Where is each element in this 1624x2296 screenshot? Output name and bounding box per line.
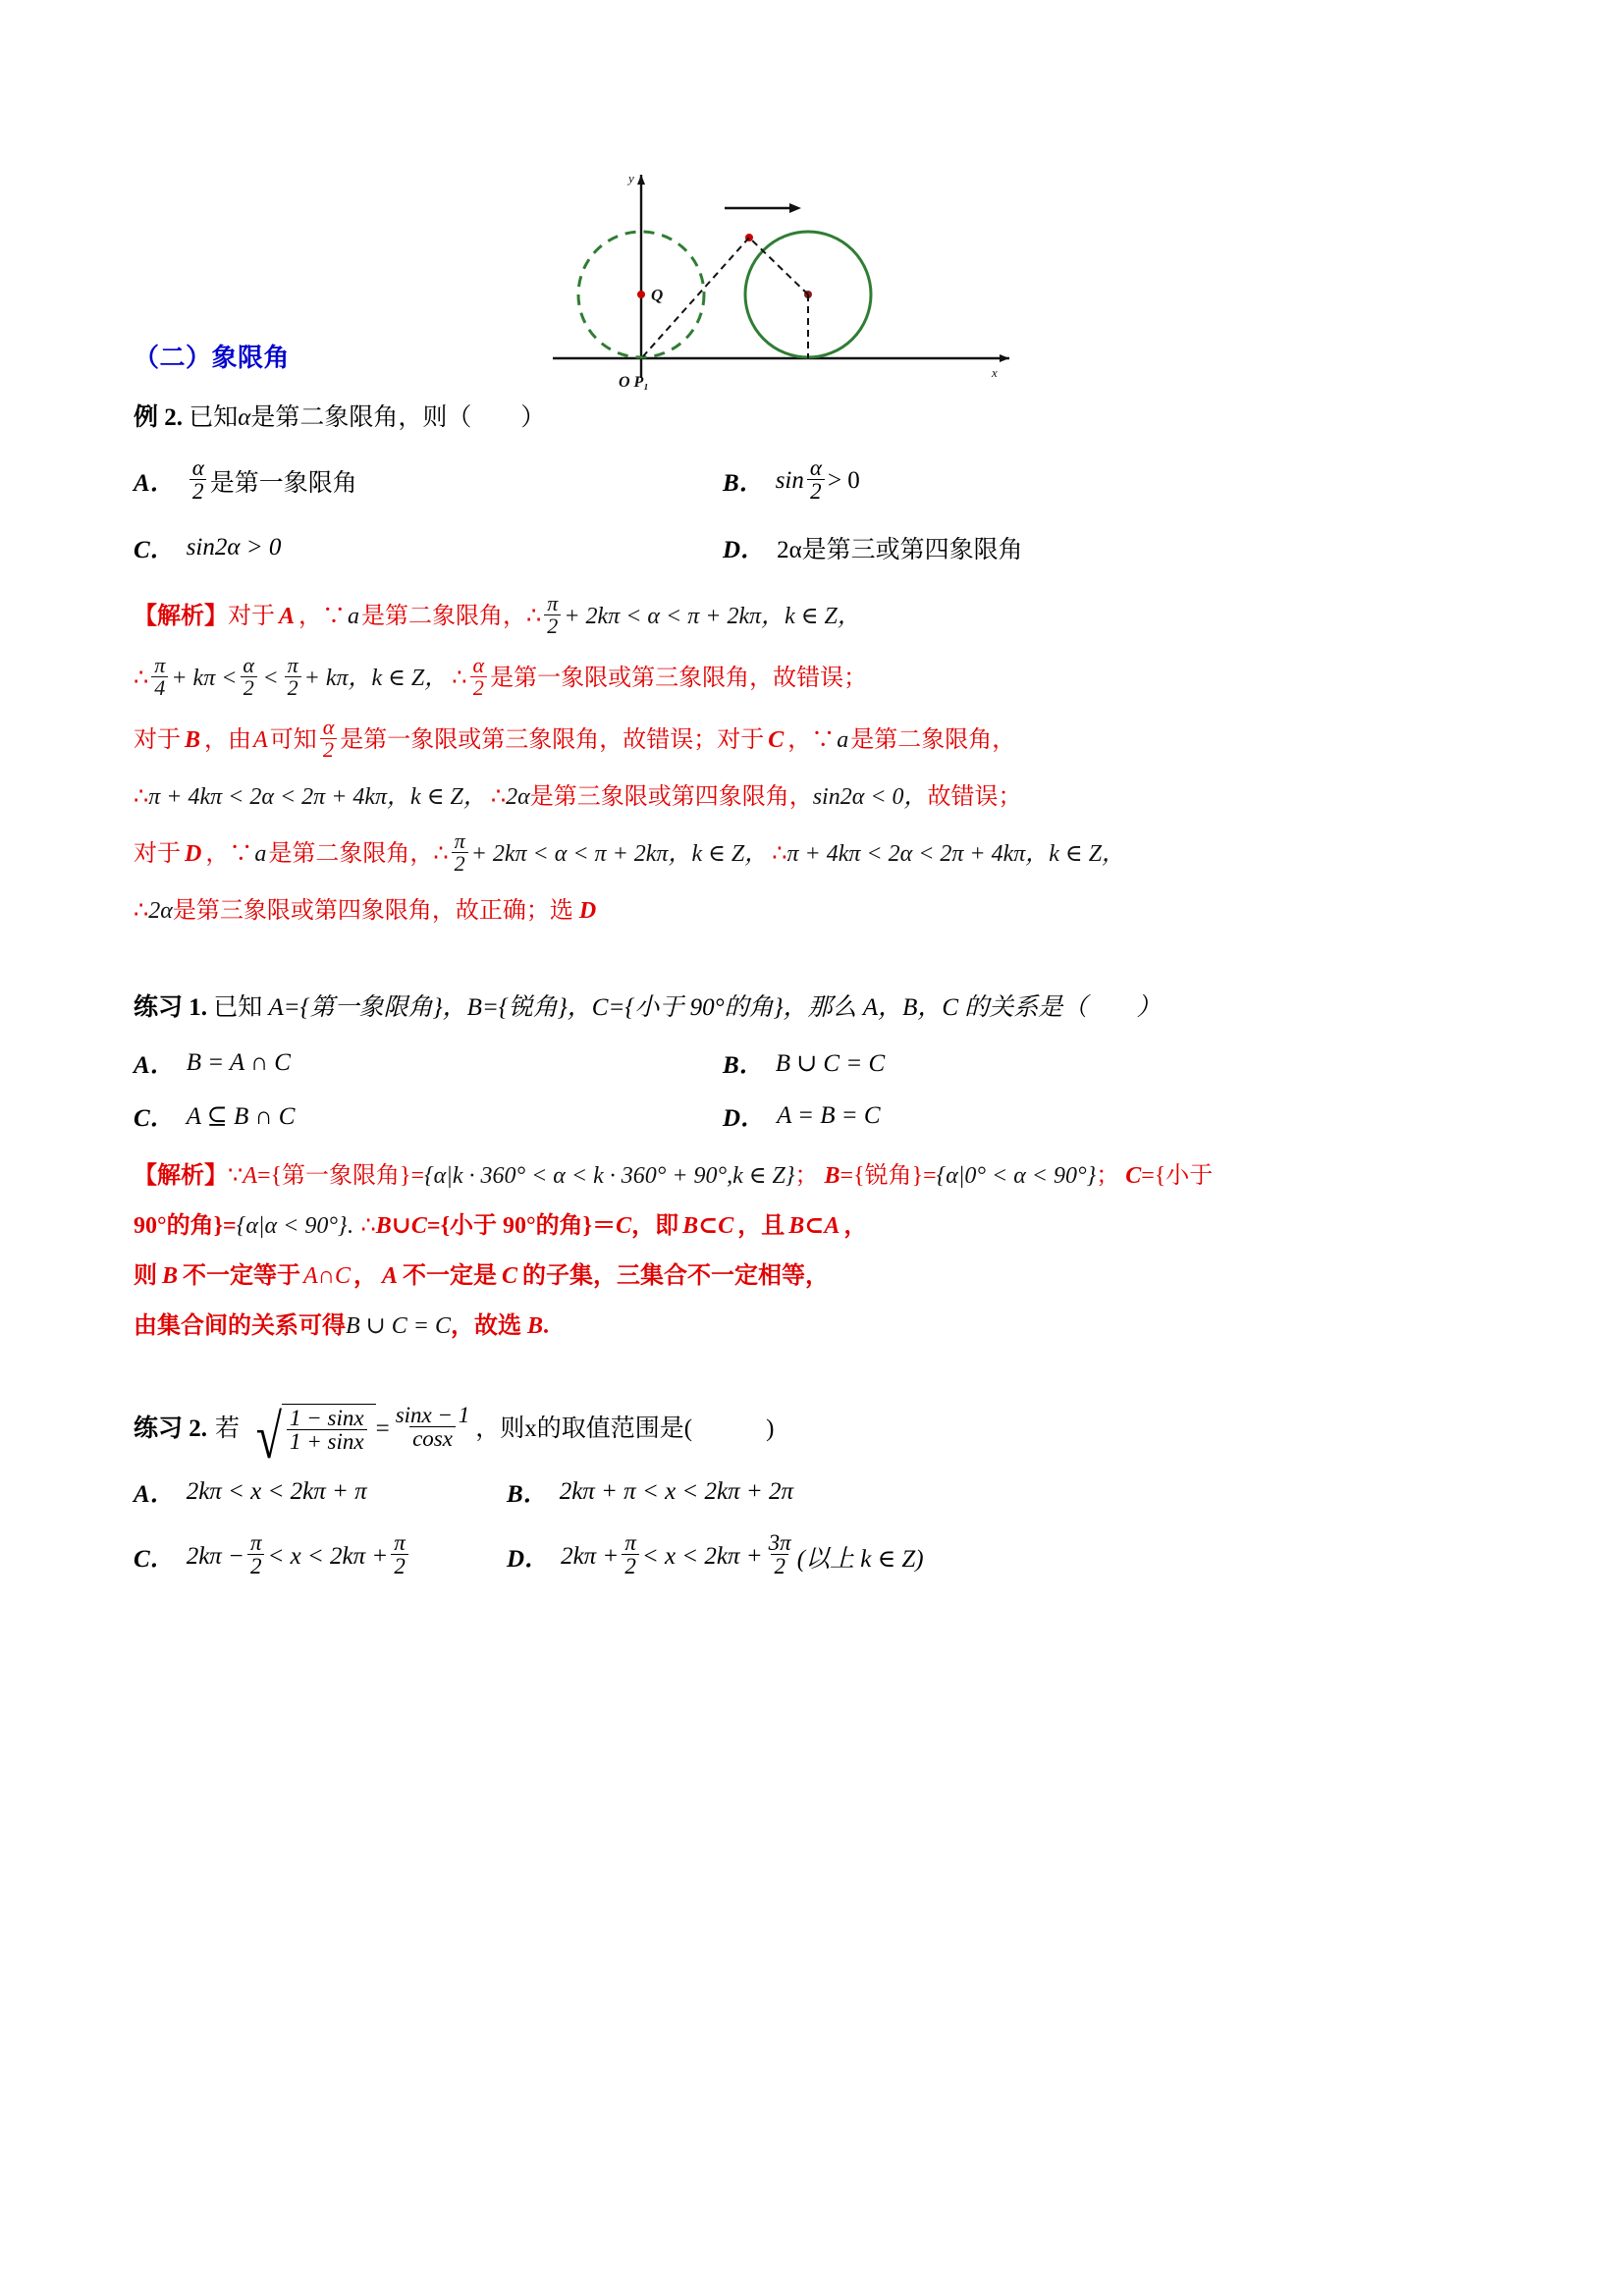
solution-text: ，由 — [204, 726, 252, 753]
solution-text: 不一定是 — [403, 1262, 498, 1289]
because-symbol: ，∵ — [787, 726, 836, 753]
therefore-symbol: ∴ — [134, 665, 149, 691]
example-options-row-1 — [134, 454, 1500, 505]
math-subset-bc: B⊂C — [682, 1213, 734, 1240]
origin-label: O P₁ — [619, 374, 649, 391]
point-q-label: Q — [651, 286, 664, 304]
example-option-c[interactable] — [134, 530, 723, 565]
fraction-numerator: 1 − sinx — [290, 1406, 364, 1431]
exercise1-options-row-2 — [134, 1098, 1500, 1134]
exercise1-option-a[interactable] — [134, 1045, 723, 1081]
solution-text: 是第一象限或第三象限角，故错误；对于 — [340, 726, 765, 753]
example-option-b[interactable] — [723, 454, 860, 505]
reference-option-b: B — [185, 726, 201, 753]
option-text: < x < 2kπ + — [641, 1542, 763, 1570]
therefore-symbol: ∴ — [134, 897, 149, 924]
fraction-denominator: 2 — [622, 1554, 639, 1577]
solution-text: ={小于 90°的角}＝ — [426, 1213, 617, 1240]
math-union: B∪C — [375, 1213, 427, 1240]
set-c-label: C — [616, 1213, 632, 1240]
exercise1-solution-line-1 — [134, 1159, 1500, 1194]
therefore-symbol: ∴ — [452, 665, 467, 691]
solution-text: ={小于 — [1141, 1163, 1214, 1190]
example-options-row-2 — [134, 530, 1500, 565]
example-stem-prefix: 例 2. — [134, 404, 184, 431]
option-label: D． — [723, 536, 766, 563]
math-inequality: π + 4kπ < 2α < 2π + 4kπ，k ∈ Z， — [786, 840, 1126, 867]
exercise1-option-d[interactable] — [723, 1098, 881, 1134]
fraction-denominator: 2 — [320, 738, 337, 761]
math-sin-inequality: sin2α < 0， — [812, 783, 928, 810]
math-two-alpha: 2α — [506, 783, 530, 810]
fraction-denominator: 2 — [771, 1554, 788, 1577]
exercise1-stem — [134, 989, 1500, 1027]
set-a-definition: {α|k · 360° < α < k · 360° + 90°,k ∈ Z} — [424, 1163, 795, 1190]
fraction-numerator: π — [249, 1530, 262, 1556]
alpha-over-two-fraction — [189, 456, 207, 503]
solution-text: ={第一象限角}= — [256, 1163, 425, 1190]
fraction-numerator: sinx − 1 — [395, 1402, 470, 1427]
math-inequality: π + 4kπ < 2α < 2π + 4kπ，k ∈ Z， — [148, 783, 487, 810]
solution-text: 则 — [134, 1262, 157, 1289]
set-a-label: A — [243, 1163, 257, 1190]
radicand-fraction — [287, 1407, 367, 1453]
pi-over-two-fraction — [452, 830, 468, 875]
exercise1-stem-math: A={第一象限角}，B={锐角}，C={小于 90°的角}，那么 A，B，C 的关系是（ ） — [268, 993, 1162, 1021]
exercise1-option-c[interactable] — [134, 1098, 723, 1134]
exercise2-options-row-1 — [134, 1474, 1500, 1510]
fraction-numerator: α — [809, 454, 822, 480]
exercise1-solution-line-4 — [134, 1309, 1500, 1344]
solution-text: ，即 — [631, 1213, 679, 1240]
radius-dashed — [749, 238, 808, 294]
solution-text: 是第二象限角， — [268, 840, 434, 867]
translation-arrow-head — [789, 203, 801, 213]
example-option-d[interactable] — [723, 530, 1023, 565]
example-stem-text: 已知 — [189, 404, 239, 431]
exercise2-option-b[interactable] — [507, 1474, 793, 1510]
solution-text: ，∵ — [298, 603, 347, 629]
set-b-definition: {α|0° < α < 90°} — [936, 1163, 1097, 1190]
set-c-label: C — [502, 1262, 518, 1289]
pi-over-two-fraction — [247, 1531, 265, 1577]
example-option-a[interactable] — [134, 454, 723, 505]
radicand — [282, 1404, 376, 1453]
option-text: 2kπ < x < 2kπ + π — [186, 1478, 367, 1506]
option-label: B． — [723, 1052, 764, 1080]
answer-letter: D — [578, 897, 597, 924]
reference-option-c: C — [768, 726, 785, 753]
reference-option-d: D — [185, 840, 202, 867]
solution-text: ， — [353, 1262, 378, 1289]
fraction-numerator: α — [243, 652, 255, 677]
solution-text: 是第三象限或第四象限角， — [529, 783, 813, 810]
example-stem — [134, 400, 1500, 437]
exercise2-stem-prefix: 练习 2. — [134, 1415, 208, 1442]
option-text: 2kπ + — [561, 1542, 620, 1570]
example-solution-line-1 — [134, 590, 1500, 639]
page-content — [126, 0, 1500, 1585]
solution-text: 是第二象限角， — [850, 726, 1016, 753]
exercise1-stem-prefix: 练习 1. — [134, 993, 208, 1021]
exercise1-option-b[interactable] — [723, 1045, 885, 1081]
option-text: 2α是第三或第四象限角 — [777, 536, 1023, 563]
reference-option-a: A — [253, 726, 268, 753]
option-text: 2kπ + π < x < 2kπ + 2π — [559, 1478, 794, 1506]
exercise2-option-a[interactable] — [134, 1474, 507, 1510]
dashed-circle-center-point — [637, 291, 645, 298]
math-union-equation: B ∪ C = C — [346, 1312, 451, 1339]
less-than-symbol: < — [264, 665, 278, 691]
alpha-over-two-fraction — [470, 652, 488, 700]
option-text: 2kπ − — [186, 1542, 244, 1570]
example-solution-line-3 — [134, 714, 1500, 763]
exercise1-solution-line-3 — [134, 1259, 1500, 1294]
alpha-over-two-fraction — [240, 652, 257, 700]
option-text: A ⊆ B ∩ C — [186, 1103, 296, 1131]
fraction-denominator: 2 — [807, 479, 825, 503]
square-root-expression — [247, 1401, 376, 1471]
example-stem-tail: 是第二象限角，则（ ） — [250, 404, 546, 431]
math-inequality: + kπ < — [171, 665, 238, 691]
solution-text: 的子集，三集合不一定相等， — [522, 1262, 830, 1289]
option-label: D． — [723, 1105, 766, 1133]
option-text: > 0 — [827, 467, 860, 494]
sin-function: sin — [775, 467, 804, 494]
fraction-numerator: α — [472, 652, 485, 677]
x-axis-label: x — [992, 365, 998, 380]
y-axis-arrow — [637, 175, 645, 185]
fraction-denominator: 4 — [151, 676, 168, 699]
reference-option-a: A — [279, 603, 296, 629]
fraction-denominator: cosx — [409, 1426, 456, 1450]
solution-tag: 【解析】 — [134, 603, 228, 629]
fraction-numerator: π — [547, 590, 559, 615]
option-label: C． — [134, 536, 175, 563]
solution-text: 可知 — [269, 726, 317, 753]
circle-translation-figure — [548, 167, 1058, 398]
exercise1-stem-text: 已知 — [213, 993, 263, 1021]
because-symbol: ，∵ — [205, 840, 253, 867]
option-label: A． — [134, 1481, 175, 1509]
solution-text: 不一定等于 — [183, 1262, 301, 1289]
exercise2-option-d[interactable] — [507, 1530, 924, 1579]
figure-svg — [548, 167, 1058, 393]
example-solution-line-6 — [134, 894, 1500, 929]
solution-text: 90°的角}= — [134, 1213, 237, 1240]
fraction-denominator: 2 — [285, 676, 301, 699]
fraction-numerator: π — [287, 652, 298, 677]
pi-over-four-fraction — [151, 652, 168, 700]
set-b-label: B — [162, 1262, 179, 1289]
math-two-alpha: 2α — [148, 897, 173, 924]
pi-over-two-fraction — [285, 652, 301, 700]
math-condition: + kπ，k ∈ Z， — [303, 665, 449, 691]
set-b-label: B — [824, 1163, 840, 1190]
option-text: sin2α > 0 — [186, 533, 282, 561]
alpha-over-two-fraction — [320, 714, 338, 762]
example-solution-line-4 — [134, 780, 1500, 815]
fraction-denominator: 2 — [544, 614, 561, 637]
math-inequality: + 2kπ < α < π + 2kπ，k ∈ Z， — [470, 840, 769, 867]
fraction-denominator: 2 — [189, 479, 207, 503]
math-alpha: a — [254, 840, 267, 867]
exercise1-solution-line-2 — [134, 1209, 1500, 1244]
solution-text: ， — [843, 1213, 868, 1240]
therefore-symbol: ∴ — [433, 840, 449, 867]
exercise2-stem — [134, 1401, 1500, 1471]
option-label: C． — [134, 1545, 175, 1573]
example-solution-line-2 — [134, 652, 1500, 701]
fraction-numerator: π — [154, 652, 166, 677]
fraction-numerator: π — [624, 1530, 636, 1556]
section-heading: （二）象限角 — [134, 343, 291, 372]
exercise2-stem-text: 若 — [215, 1415, 241, 1442]
three-pi-over-two-fraction — [766, 1531, 794, 1577]
solution-text: 是第二象限角， — [361, 603, 527, 629]
solution-text: 对于 — [134, 726, 181, 753]
solution-text: ； — [1096, 1163, 1120, 1190]
option-label: D． — [507, 1545, 550, 1573]
fraction-numerator: 3π — [768, 1530, 791, 1556]
set-c-label: C — [1125, 1163, 1142, 1190]
set-c-definition: {α|α < 90°} — [236, 1213, 348, 1240]
solution-tag: 【解析】 — [134, 1163, 228, 1190]
exercise2-options-row-2 — [134, 1530, 1500, 1579]
math-subset-ba: B⊂A — [788, 1213, 840, 1240]
fraction-denominator: 2 — [247, 1554, 265, 1577]
fraction-denominator: 2 — [452, 852, 468, 875]
therefore-symbol: ∴ — [360, 1213, 376, 1240]
solution-text: 是第一象限或第三象限角，故错误； — [490, 665, 868, 691]
option-text: < x < 2kπ + — [267, 1542, 389, 1570]
option-text: B ∪ C = C — [775, 1050, 886, 1078]
fraction-numerator: π — [394, 1530, 406, 1556]
math-intersection: A∩C — [303, 1262, 352, 1289]
fraction-numerator: α — [322, 714, 335, 739]
rhs-fraction — [393, 1404, 473, 1450]
solution-text: ，故选 — [450, 1312, 521, 1339]
because-symbol: ∵ — [228, 1163, 244, 1190]
option-label: C． — [134, 1105, 175, 1133]
radical-sign: √ — [255, 1401, 283, 1471]
exercise2-option-c[interactable] — [134, 1530, 507, 1579]
therefore-symbol: ∴ — [490, 783, 507, 810]
solution-text: ； — [794, 1163, 819, 1190]
math-alpha: a — [837, 726, 849, 753]
period: . — [543, 1312, 549, 1339]
therefore-symbol: ∴ — [526, 603, 542, 629]
pi-over-two-fraction — [391, 1531, 408, 1577]
pi-over-two-fraction — [622, 1531, 639, 1577]
example-stem-variable: α — [238, 404, 251, 431]
solution-text: 由集合间的关系可得 — [134, 1312, 346, 1339]
solution-text: 对于 — [134, 840, 181, 867]
option-text: B = A ∩ C — [186, 1049, 291, 1077]
alpha-over-two-fraction — [807, 456, 825, 503]
example-solution-line-5 — [134, 828, 1500, 877]
period: . — [347, 1213, 353, 1240]
fraction-denominator: 2 — [391, 1554, 408, 1577]
set-a-label: A — [382, 1262, 399, 1289]
fraction-numerator: α — [191, 454, 204, 480]
option-text: A = B = C — [777, 1102, 881, 1130]
exercise1-options-row-1 — [134, 1045, 1500, 1081]
option-note: (以上 k ∈ Z) — [796, 1545, 924, 1573]
fraction-denominator: 1 + sinx — [287, 1429, 367, 1453]
option-label: B． — [507, 1481, 548, 1509]
solution-text: 对于 — [228, 603, 275, 629]
fraction-numerator: π — [454, 828, 465, 853]
solution-text: 故错误； — [927, 783, 1022, 810]
therefore-symbol: ∴ — [772, 840, 787, 867]
x-axis-arrow — [1000, 354, 1009, 362]
solution-text: ，且 — [737, 1213, 785, 1240]
y-axis-label: y — [628, 171, 634, 186]
exercise2-stem-tail: ，则x的取值范围是( ) — [475, 1415, 775, 1442]
therefore-symbol: ∴ — [134, 783, 149, 810]
pi-over-two-fraction — [544, 590, 561, 638]
equals-sign: = — [375, 1415, 390, 1442]
solution-text: 是第三象限或第四象限角，故正确；选 — [172, 897, 573, 924]
option-label: A． — [134, 1052, 175, 1080]
fraction-denominator: 2 — [470, 676, 487, 699]
fraction-denominator: 2 — [241, 676, 257, 699]
option-text: 是第一象限角 — [209, 470, 357, 497]
solution-text: ={锐角}= — [839, 1163, 937, 1190]
math-alpha: a — [348, 603, 360, 629]
math-inequality: + 2kπ < α < π + 2kπ，k ∈ Z， — [564, 603, 861, 629]
option-label: A． — [134, 470, 175, 497]
answer-letter: B — [526, 1312, 543, 1339]
option-label: B． — [723, 470, 764, 497]
